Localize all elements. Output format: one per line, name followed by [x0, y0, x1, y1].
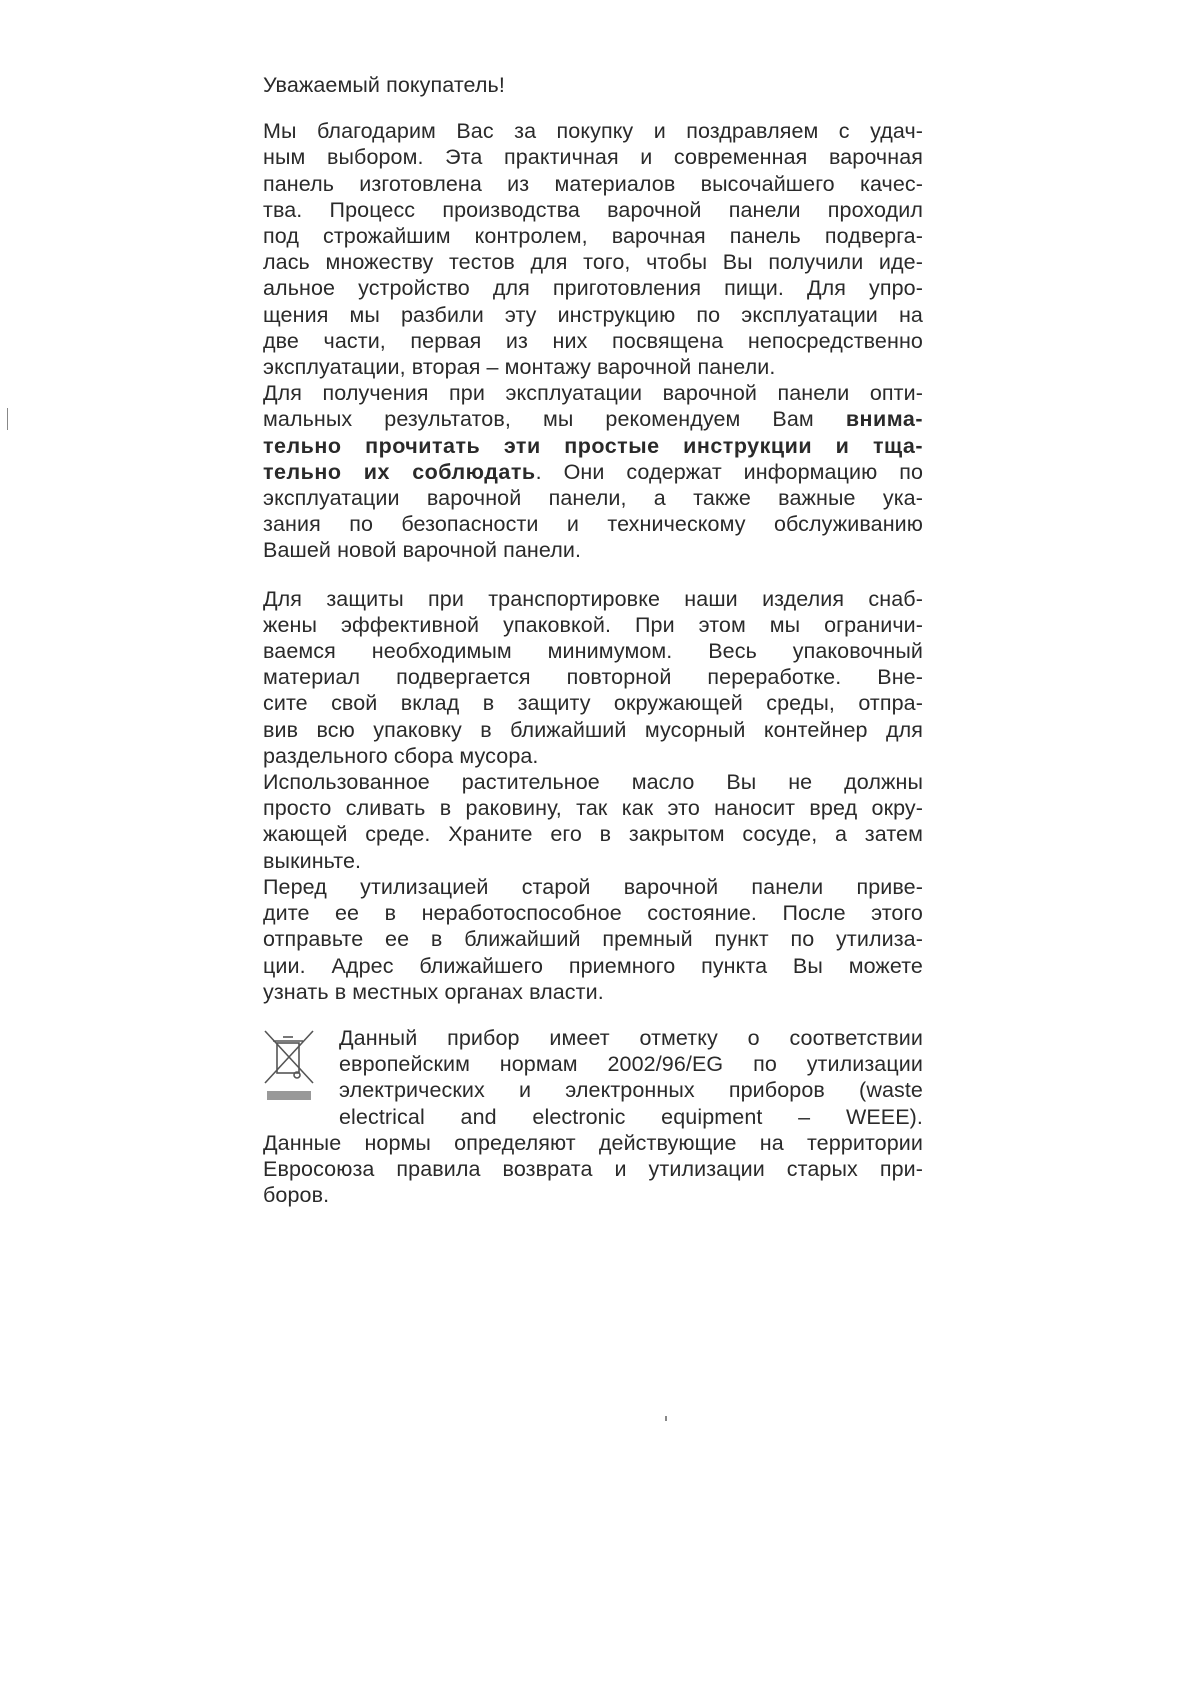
paragraph-oil: [263, 769, 923, 874]
text-line: [263, 406, 923, 432]
text-line: вив всю упаковку в ближайший мусорный контейнер для: [263, 717, 923, 742]
paragraph-disposal: [263, 874, 923, 1005]
text-line: эксплуатации, вторая – монтажу варочной панели.: [263, 355, 776, 380]
text-line: просто сливать в раковину, так как это наносит вред окру-: [263, 796, 923, 821]
text-line: боров.: [263, 1183, 330, 1208]
text-line: материал подвергается повторной переработке. Вне-: [263, 665, 923, 690]
text-line: Евросоюза правила возврата и утилизации старых при-: [263, 1156, 923, 1181]
text-line: жены эффективной упаковкой. При этом мы ограничи-: [263, 612, 923, 637]
text-line: раздельного сбора мусора.: [263, 743, 539, 768]
emphasis-text: тельно прочитать эти простые инструкции и тща-: [263, 433, 923, 458]
text-line: выкиньте.: [263, 848, 362, 873]
document-page: [263, 72, 923, 1208]
text-line: альное устройство для приготовления пищи. Для упро-: [263, 276, 923, 301]
text-line: Для защиты при транспортировке наши изделия снаб-: [263, 586, 923, 611]
text-line: электрических и электронных приборов (waste: [339, 1078, 923, 1103]
text-line: дите ее в неработоспособное состояние. После этого: [263, 901, 923, 926]
text-line: сите свой вклад в защиту окружающей среды, отпра-: [263, 691, 923, 716]
text-span: мальных результатов, мы рекомендуем Вам: [263, 407, 846, 432]
text-line: electrical and electronic equipment – WEEE).: [339, 1104, 923, 1129]
text-line: панель изготовлена из материалов высочайшего качес-: [263, 171, 923, 196]
text-line: две части, первая из них посвящена непосредственно: [263, 328, 923, 353]
paragraph-intro: [263, 118, 923, 380]
scan-mark: [665, 1416, 667, 1421]
text-line: ным выбором. Эта практичная и современная варочная: [263, 145, 923, 170]
paragraph-packaging: [263, 586, 923, 769]
text-line: ции. Адрес ближайшего приемного пункта Вы можете: [263, 953, 923, 978]
text-line: тва. Процесс производства варочной панели проходил: [263, 197, 923, 222]
text-line: Перед утилизацией старой варочной панели приве-: [263, 874, 923, 899]
crossed-out-wheelie-bin-icon: [263, 1029, 315, 1103]
paragraph-recommendation: [263, 380, 923, 563]
paragraph-norms: [263, 1130, 923, 1209]
text-line: [263, 459, 923, 485]
text-line: отправьте ее в ближайший премный пункт по утилиза-: [263, 927, 923, 952]
text-line: под строжайшим контролем, варочная панель подверга-: [263, 224, 923, 249]
text-line: ваемся необходимым минимумом. Весь упаковочный: [263, 639, 923, 664]
text-line: лась множеству тестов для того, чтобы Вы получили иде-: [263, 250, 923, 275]
text-line: Данный прибор имеет отметку о соответствии: [339, 1025, 923, 1050]
text-line: Мы благодарим Вас за покупку и поздравляем с удач-: [263, 119, 923, 144]
text-line: Использованное растительное масло Вы не должны: [263, 770, 923, 795]
text-line: зания по безопасности и техническому обслуживанию: [263, 512, 923, 537]
scan-mark: [7, 408, 8, 430]
text-line: Для получения при эксплуатации варочной панели опти-: [263, 381, 923, 406]
paragraph-weee: [263, 1025, 923, 1130]
text-line: жающей среде. Храните его в закрытом сосуде, а затем: [263, 822, 923, 847]
emphasis-text: тельно их соблюдать: [263, 459, 536, 484]
text-line: Данные нормы определяют действующие на территории: [263, 1130, 923, 1155]
text-line: узнать в местных органах власти.: [263, 979, 604, 1004]
text-line: эксплуатации варочной панели, а также важные ука-: [263, 486, 923, 511]
emphasis-text: внима-: [845, 407, 923, 432]
text-line: щения мы разбили эту инструкцию по эксплуатации на: [263, 302, 923, 327]
text-line: европейским нормам 2002/96/EG по утилизации: [339, 1052, 923, 1077]
text-line: Вашей новой варочной панели.: [263, 538, 582, 563]
greeting: Уважаемый покупатель!: [263, 73, 505, 97]
text-span: . Они содержат информацию по: [535, 459, 923, 484]
